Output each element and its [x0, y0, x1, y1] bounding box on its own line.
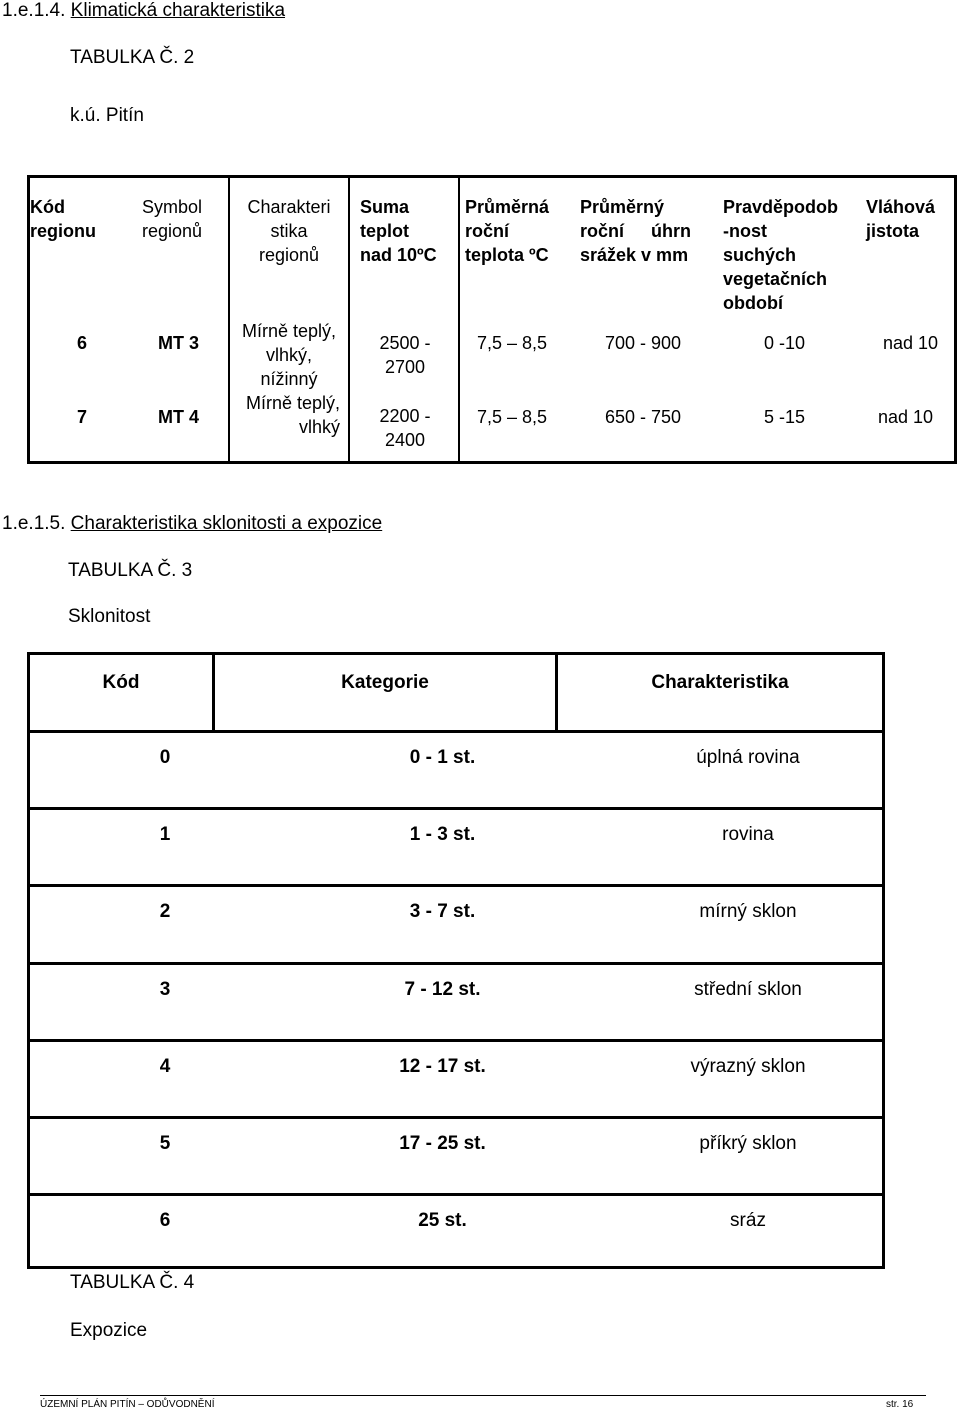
- header-srazky: Průměrný roční úhrn srážek v mm: [580, 197, 691, 265]
- row1-vlahova: nad 10: [883, 333, 939, 353]
- row-kod: 0: [159, 747, 171, 768]
- row-divider: [30, 807, 882, 810]
- row-kategorie: 0 - 1 st.: [409, 747, 476, 768]
- column-divider: [458, 178, 460, 461]
- row-divider: [30, 1193, 882, 1196]
- row-divider: [30, 884, 882, 887]
- header-symbol: Symbol regionů: [141, 197, 203, 241]
- row-charakteristika: sráz: [730, 1210, 766, 1231]
- section-heading-climate: [2, 0, 285, 22]
- row2-symbol: MT 4: [158, 407, 200, 427]
- row-charakteristika: rovina: [722, 824, 774, 845]
- row2-teplota: 7,5 – 8,5: [477, 407, 548, 427]
- row2-charakteristika: Mírně teplý, vlhký: [245, 393, 340, 437]
- header-charakteristika: Charakteri stika regionů: [247, 197, 331, 265]
- header-suma: Suma teplot nad 10ºC: [360, 197, 437, 265]
- footer-document-title: ÚZEMNÍ PLÁN PITÍN – ODŮVODNĚNÍ: [40, 1399, 215, 1410]
- row-kod: 1: [159, 824, 171, 845]
- row1-pravdepodobnost: 0 -10: [764, 333, 806, 353]
- row-kategorie: 7 - 12 st.: [404, 979, 481, 1000]
- section-heading-slope: [2, 513, 382, 535]
- header-charakteristika: Charakteristika: [651, 672, 789, 693]
- row2-suma: 2200 - 2400: [379, 406, 431, 450]
- row-divider: [30, 1116, 882, 1119]
- row-kategorie: 25 st.: [418, 1210, 467, 1231]
- table3-subtitle: Sklonitost: [68, 606, 151, 627]
- section-number: 1.e.1.5.: [2, 513, 66, 534]
- slope-table: [27, 652, 885, 1269]
- row-kategorie: 3 - 7 st.: [409, 901, 476, 922]
- ku-name: Pitín: [105, 105, 144, 126]
- row2-vlahova: nad 10: [878, 407, 934, 427]
- row-kategorie: 12 - 17 st.: [399, 1056, 486, 1077]
- header-pravdepodobnost: Pravděpodob -nost suchých vegetačních období: [723, 197, 839, 313]
- row-charakteristika: příkrý sklon: [699, 1133, 797, 1154]
- row1-teplota: 7,5 – 8,5: [477, 333, 548, 353]
- row-kod: 5: [159, 1133, 171, 1154]
- header-kod: Kód regionu: [30, 197, 96, 241]
- cadastral-area: [70, 105, 144, 127]
- section-title: Charakteristika sklonitosti a expozice: [70, 513, 383, 534]
- header-vlahova: Vláhová jistota: [866, 197, 936, 241]
- table2-caption: TABULKA Č. 2: [70, 47, 195, 68]
- ku-prefix: k.ú.: [70, 105, 101, 126]
- row1-suma: 2500 - 2700: [379, 333, 431, 377]
- row-charakteristika: mírný sklon: [699, 901, 797, 922]
- row-kod: 6: [159, 1210, 171, 1231]
- row-charakteristika: úplná rovina: [696, 747, 800, 768]
- row-kategorie: 17 - 25 st.: [399, 1133, 486, 1154]
- table4-caption: TABULKA Č. 4: [70, 1272, 195, 1293]
- row-kod: 2: [159, 901, 171, 922]
- row-charakteristika: střední sklon: [694, 979, 802, 1000]
- row1-kod: 6: [77, 333, 88, 353]
- row1-charakteristika: Mírně teplý, vlhký, nížinný: [241, 321, 337, 389]
- footer-divider: [40, 1395, 926, 1396]
- header-kod: Kód: [102, 672, 140, 693]
- row-charakteristika: výrazný sklon: [690, 1056, 806, 1077]
- footer-page-number: str. 16: [886, 1399, 914, 1410]
- row2-kod: 7: [77, 407, 88, 427]
- row-kod: 4: [159, 1056, 171, 1077]
- section-title: Klimatická charakteristika: [70, 0, 286, 21]
- row2-pravdepodobnost: 5 -15: [764, 407, 806, 427]
- row-divider: [30, 1039, 882, 1042]
- row1-symbol: MT 3: [158, 333, 200, 353]
- row2-srazky: 650 - 750: [605, 407, 682, 427]
- table3-caption: TABULKA Č. 3: [68, 560, 193, 581]
- column-divider: [348, 178, 350, 461]
- header-prumerna-teplota: Průměrná roční teplota ºC: [465, 197, 550, 265]
- header-kategorie: Kategorie: [341, 672, 429, 693]
- section-number: 1.e.1.4.: [2, 0, 66, 21]
- row1-srazky: 700 - 900: [605, 333, 682, 353]
- row-kod: 3: [159, 979, 171, 1000]
- row-divider: [30, 730, 882, 733]
- climate-table: [27, 175, 957, 464]
- table4-subtitle: Expozice: [70, 1320, 148, 1341]
- row-divider: [30, 962, 882, 965]
- row-kategorie: 1 - 3 st.: [409, 824, 476, 845]
